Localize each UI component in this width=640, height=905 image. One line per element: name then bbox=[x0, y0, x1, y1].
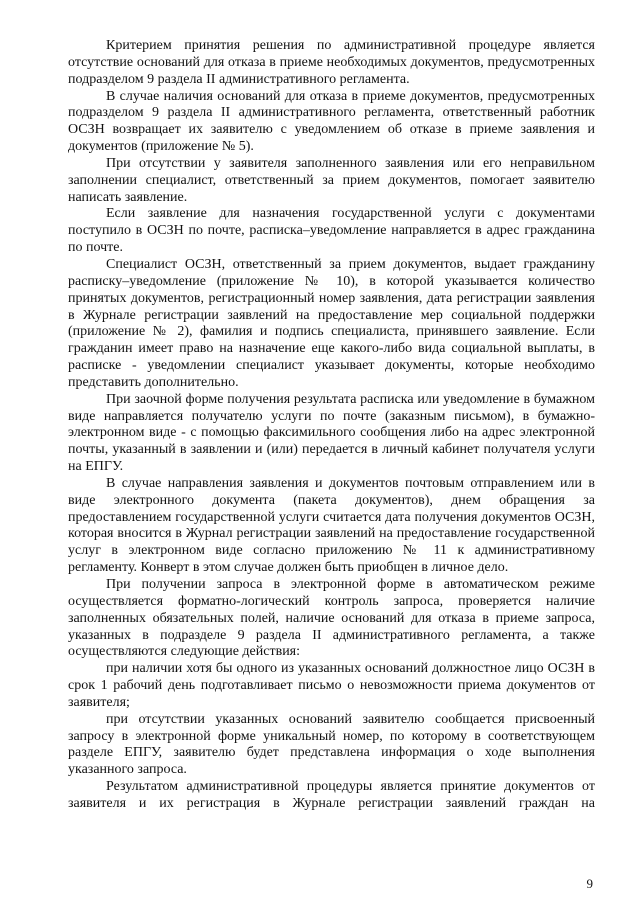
paragraph-3: При отсутствии у заявителя заполненного заявления или его неправильном заполнении специалист, ответственный за прием документов, помогает заявителю написать заявление. bbox=[68, 155, 595, 205]
paragraph-8: При получении запроса в электронной форме в автоматическом режиме осуществляется форматно-логический контроль запроса, проверяется наличие заполненных обязательных полей, наличие оснований для отказа в приеме запроса, указанных в подразделе 9 раздела II административного регламента, а также осуществляются следующие действия: bbox=[68, 577, 595, 660]
paragraph-9: при наличии хотя бы одного из указанных оснований должностное лицо ОСЗН в срок 1 рабочий день подготавливает письмо о невозможности приема документов от заявителя; bbox=[68, 661, 595, 710]
paragraph-2: В случае наличия оснований для отказа в приеме документов, предусмотренных подразделом 9 раздела II административного регламента, ответственный работник ОСЗН возвращает их заявителю с уведомлением об отказе в приеме заявления и документов (приложение № 5). bbox=[68, 88, 595, 155]
paragraph-11: Результатом административной процедуры является принятие документов от заявителя и их регистрация в Журнале регистрации заявлений граждан на bbox=[68, 779, 595, 811]
paragraph-7: В случае направления заявления и документов почтовым отправлением или в виде электронного документа (пакета документов), днем обращения за предоставлением государственной услуги считается дата получения документов ОСЗН, которая вносится в Журнал регистрации заявлений на предоставление государственной услуг в электронном виде согласно приложению № 11 к административному регламенту. Конверт в этом случае должен быть приобщен в личное дело. bbox=[68, 475, 595, 576]
paragraph-1: Критерием принятия решения по административной процедуре является отсутствие оснований для отказа в приеме необходимых документов, предусмотренных подразделом 9 раздела II административного регламента. bbox=[68, 38, 595, 87]
paragraph-5: Специалист ОСЗН, ответственный за прием документов, выдает гражданину расписку–уведомление (приложение № 10), в которой указывается количество принятых документов, регистрационный номер заявления, дата регистрации заявления в Журнале регистрации заявлений на предоставление мер социальной поддержки (приложение № 2), фамилия и подпись специалиста, принявшего заявление. Если гражданин имеет право на назначение еще какого-либо вида социальной выплаты, в расписке - уведомлении специалист указывает документы, которые необходимо представить дополнительно. bbox=[68, 256, 595, 390]
paragraph-6: При заочной форме получения результата расписка или уведомление в бумажном виде направляется получателю услуги по почте (заказным письмом), в бумажно-электронном виде - с помощью факсимильного сообщения либо на адрес электронной почты, указанный в заявлении и (или) передается в личный кабинет получателя услуги на ЕПГУ. bbox=[68, 391, 595, 475]
page-number: 9 bbox=[586, 876, 593, 891]
paragraph-4: Если заявление для назначения государственной услуги с документами поступило в ОСЗН по почте, расписка–уведомление направляется в адрес гражданина по почте. bbox=[68, 206, 595, 256]
paragraph-10: при отсутствии указанных оснований заявителю сообщается присвоенный запросу в электронной форме уникальный номер, по которому в соответствующем разделе ЕПГУ, заявителю будет представлена информация о ходе выполнения указанного запроса. bbox=[68, 711, 595, 778]
